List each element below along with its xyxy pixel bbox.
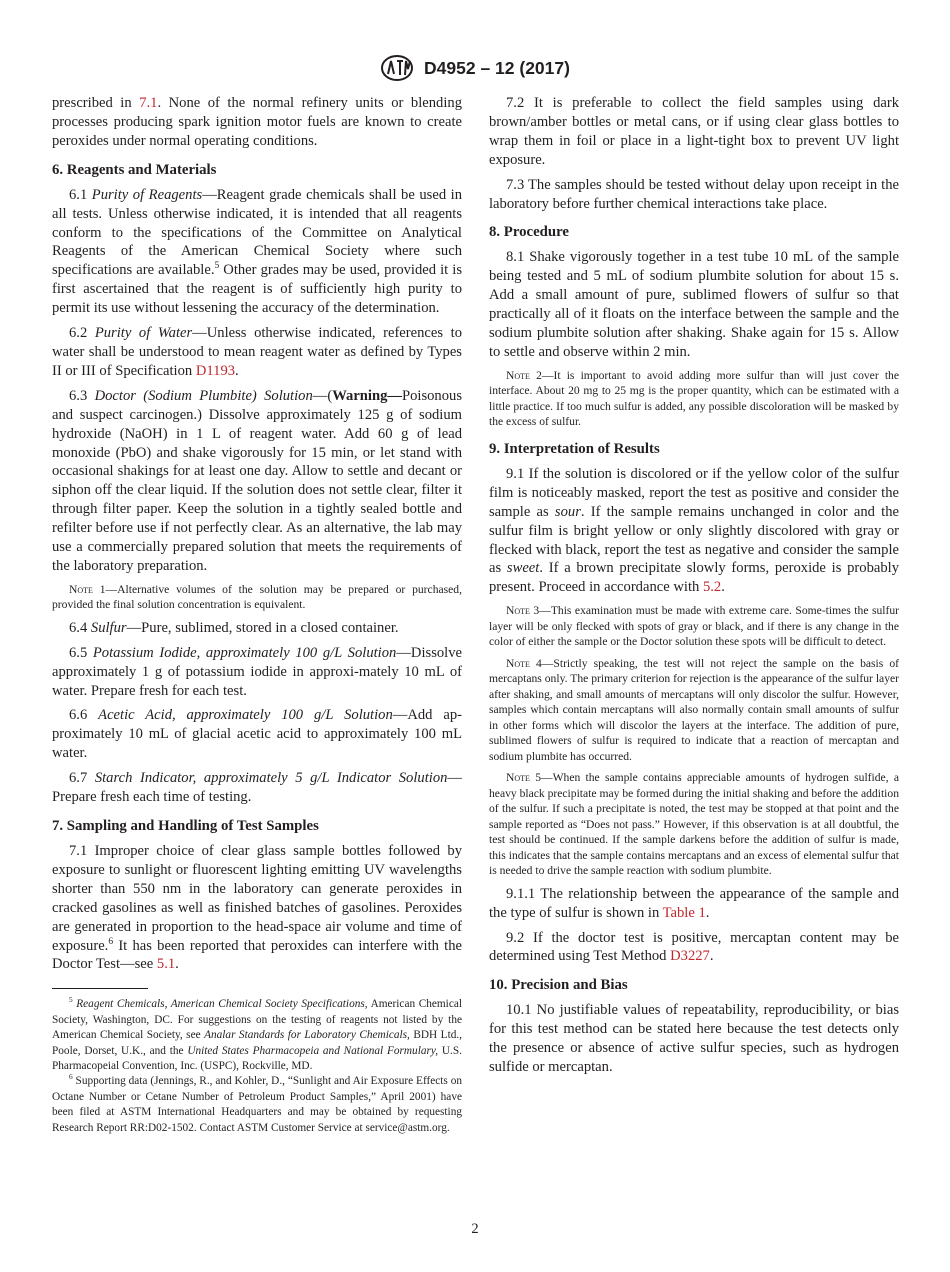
text-run: sweet (506, 560, 540, 577)
text-run: 6.3 (69, 387, 95, 404)
astm-logo-icon (380, 54, 414, 82)
paragraph (52, 324, 462, 381)
text-run: . If the sample remains unchanged in color and the sulfur film is bright yellow or only slightly discolored with gray or flecked with black, report the test as negative and consider the sample as (489, 503, 899, 577)
text-run: 7.1 Improper choice of clear glass sample bottles followed by exposure to sunlight or fluorescent lighting emitting UV wavelengths shorter than 550 nm in the laboratory can generate peroxides in cracked gasolines as well as finished batches of gasolines. Peroxides are generated in proportion to the head-space air volume and time of exposure. (52, 843, 462, 954)
text-run: 7. Sampling and Handling of Test Samples (52, 818, 319, 834)
text-run: —Dissolve approximately 1 g of potassium iodide in approxi-mately 10 mL of water. Prepare fresh for each test. (52, 644, 462, 699)
section-heading (489, 440, 899, 459)
text-run: 8.1 Shake vigorously together in a test tube 10 mL of the sample being tested and 5 mL of sodium plumbite solution for about 15 s. Add a small amount of pure, sublimed flowers of sulfur so that practically all of it floats on the interface between the sample and the sodium plumbite solution after shaking. Shake again for 15 s. Allow to settle and observe within 2 min. (489, 249, 899, 360)
cross-reference-link[interactable]: Table 1 (662, 904, 706, 921)
footnote-marker: 6 (69, 1072, 73, 1082)
text-run: Note (506, 368, 530, 382)
text-run: Note (69, 582, 93, 596)
text-run: Other grades may be used, provided it is first ascertained that the reagent is of sufficiently high purity to permit its use without lessening the accuracy of the determination. (52, 262, 462, 317)
text-run: Note (506, 656, 530, 670)
text-run: 9. Interpretation of Results (489, 440, 660, 457)
note (52, 582, 462, 613)
right-column (489, 94, 899, 1083)
text-run: 9.1.1 The relationship between the appearance of the sample and the type of sulfur is shown in (489, 885, 899, 921)
text-run: Purity of Water (94, 325, 193, 342)
text-run: —Prepare fresh each time of testing. (52, 770, 463, 806)
text-run: 3—This examination must be made with extreme care. Some-times the sulfur layer will be only flecked with spots of gray or black, and if there is any change in the color of either the sample or the Doctor solution these spots will be difficult to detect. (489, 604, 899, 649)
cross-reference-link[interactable]: 5.1 (156, 956, 176, 973)
text-run: 5—When the sample contains appreciable amounts of hydrogen sulfide, a heavy black precipitate may be formed during the initial shaking and before the addition of the sulfur. If such a precipitate is noted, the test may be stopped at that point and the sample reported as “Does not pass.” However, if this observation is at all doubtful, the test should be continued. If the sample darkens before the addition of sulfur is made, this indicates that the sample contains mercaptans and an excess of elemental sulfur that is needed to drive the sample reaction with sodium plumbite. (489, 771, 899, 878)
paragraph (52, 387, 462, 576)
text-run: 8. Procedure (489, 224, 569, 241)
text-run: . If a brown precipitate slowly forms, peroxide is probably present. Proceed in accordance with (489, 560, 899, 596)
text-run: prescribed in (52, 95, 140, 111)
paragraph (52, 186, 462, 318)
section-heading (52, 161, 462, 180)
text-run: It has been reported that peroxides can interfere with the Doctor Test—see (52, 937, 462, 973)
text-run: 6.7 (69, 770, 95, 787)
text-run: . (235, 362, 239, 379)
section-heading (52, 817, 462, 836)
text-run: 2—It is important to avoid adding more sulfur than will just cover the interface. About 20 mg to 25 mg is the proper quantity, which can be estimated with a little practice. If too much sulfur is added, any possible discoloration will be masked by the excess of sulfur. (489, 368, 899, 429)
page-header (0, 54, 950, 82)
cross-reference-link[interactable]: 5.2 (702, 579, 722, 596)
text-run: U.S. Pharmacopeial Convention, Inc. (USPC), Rockville, MD. (52, 1044, 462, 1072)
text-run: 7.3 The samples should be tested without delay upon receipt in the laboratory before further chemical interactions take place. (489, 176, 899, 212)
text-run: —Add ap-proximately 10 mL of glacial acetic acid to approximately 100 mL water. (52, 707, 463, 762)
footnote (52, 1074, 462, 1136)
paragraph (489, 929, 899, 967)
footnote-marker: 6 (108, 936, 114, 947)
paragraph (52, 769, 462, 807)
section-heading (489, 976, 899, 995)
text-run: Reagent Chemicals, American Chemical Society Specifications, (76, 998, 368, 1011)
paragraph (489, 1001, 899, 1077)
paragraph (489, 885, 899, 923)
text-run: . None of the normal refinery units or blending processes producing spark ignition motor fuels are known to create peroxides under normal operating conditions. (52, 95, 462, 149)
text-run: sour (554, 503, 581, 520)
text-run: Potassium Iodide, approximately 100 g/L Solution (92, 644, 397, 661)
footnote (52, 997, 462, 1074)
text-run: Poisonous and suspect carcinogen.) Dissolve approximately 125 g of sodium hydroxide (NaOH) in 1 L of reagent water. Add 60 g of lead monoxide (PbO) and shake vigorously for 15 min, or let stand with occasional shakings for at least one day. Allow to settle and decant or siphon off the clear liquid. If the solution does not settle clear, filter it through filter paper. Keep the solution in a tightly sealed bottle and refilter before use if not perfectly clear. As an alternative, the lab may use a commercially prepared solution that meets the requirements of the laboratory preparation. (52, 387, 462, 574)
text-run: 4—Strictly speaking, the test will not reject the sample on the basis of mercaptans only. The primary criterion for rejection is the appearance of the sulfur layer after shaking, and small amounts of mercaptans will only discolor the sulfur. However, samples which contain mercaptans will also normally contain small amounts of sulfur in other forms which will discolor the layers at the interface. The addition of pure, sublimed flowers of sulfur is required to indicate that a reaction of mercaptan and sodium plumbite has occurred. (489, 656, 899, 763)
paragraph (489, 248, 899, 361)
text-run: Purity of Reagents (91, 186, 203, 203)
text-run: 9.2 If the doctor test is positive, mercaptan content may be determined using Test Method (489, 929, 899, 965)
text-run: —Reagent grade chemicals shall be used in all tests. Unless otherwise indicated, it is intended that all reagents conform to the specifications of the Committee on Analytical Reagents of the American Chemical Society where such specifications are available. (52, 186, 463, 279)
paragraph (52, 706, 462, 763)
text-run: 1—Alternative volumes of the solution may be prepared or purchased, provided the final solution concentration is equivalent. (52, 582, 462, 612)
text-run: 6. Reagents and Materials (52, 161, 217, 178)
text-run: 10.1 No justifiable values of repeatability, reproducibility, or bias for this test method can be stated here because the test detects only the presence or absence of active sulfur species, such as hydrogen sulfide or mercaptan. (489, 1002, 899, 1076)
text-run: Acetic Acid, approximately 100 g/L Solution (98, 707, 393, 724)
text-run: American Chemical Society, Washington, DC. For suggestions on the testing of reagents not listed by the American Chemical Society, see (52, 998, 462, 1042)
text-run: 6.5 (69, 644, 93, 661)
note (489, 368, 899, 430)
text-run: 6.2 (69, 325, 95, 342)
text-run: Sulfur (90, 619, 127, 636)
left-column (52, 94, 462, 1136)
text-run: 6.6 (69, 707, 99, 724)
text-run: Note (506, 771, 530, 785)
paragraph (52, 644, 462, 701)
text-run: —Unless otherwise indicated, references to water shall be understood to mean reagent water as defined by Types II or III of Specification (52, 325, 462, 379)
footnote-marker: 5 (214, 261, 220, 272)
note (489, 603, 899, 650)
paragraph (52, 619, 462, 638)
paragraph (489, 176, 899, 214)
text-run: 6.4 (69, 619, 91, 636)
paragraph (52, 94, 462, 151)
page-number: 2 (471, 1221, 479, 1237)
text-run: BDH Ltd., Poole, Dorset, U.K., and the (52, 1029, 463, 1057)
text-run: Starch Indicator, approximately 5 g/L Indicator Solution (94, 770, 448, 787)
paragraph (489, 94, 899, 170)
note (489, 770, 899, 879)
text-run: 6.1 (69, 186, 92, 203)
text-run: Warning— (332, 387, 402, 404)
text-run: —Pure, sublimed, stored in a closed container. (126, 619, 399, 636)
footnote-marker: 5 (69, 995, 73, 1005)
note (489, 656, 899, 765)
text-run: Analar Standards for Laboratory Chemicals, (204, 1029, 410, 1042)
text-run: Doctor (Sodium Plumbite) Solution (94, 387, 313, 404)
cross-reference-link[interactable]: D1193 (195, 362, 236, 379)
footnote-divider (52, 988, 148, 989)
text-run: Supporting data (Jennings, R., and Kohler, D., “Sunlight and Air Exposure Effects on Octane Number or Cetane Number of Petroleum Product Samples,” April 2001) have been filed at ASTM International Headquarters and may be obtained by requesting Research Report RR:D02-1502. Contact ASTM Customer Service at service@astm.org. (52, 1075, 462, 1134)
cross-reference-link[interactable]: D3227 (670, 948, 710, 965)
text-run: . (175, 956, 179, 973)
text-run: . (705, 904, 710, 921)
text-run: . (721, 579, 725, 596)
text-run: —( (312, 387, 333, 404)
paragraph (489, 465, 899, 597)
text-run: United States Pharmacopeia and National Formulary, (187, 1044, 439, 1057)
document-designation: D4952 – 12 (2017) (424, 57, 570, 78)
text-run: 10. Precision and Bias (489, 977, 628, 994)
text-run: Note (506, 604, 530, 618)
section-heading (489, 223, 899, 242)
cross-reference-link[interactable]: 7.1 (139, 95, 158, 111)
text-run: 7.2 It is preferable to collect the field samples using dark brown/amber bottles or metal cans, or if using clear glass bottles to wrap them in foil or place in a light-tight box to prevent UV light exposure. (489, 95, 899, 168)
paragraph (52, 842, 462, 974)
text-run: . (709, 948, 714, 965)
text-run: 9.1 If the solution is discolored or if the yellow color of the sulfur film is noticeably masked, report the test as positive and consider the sample as (489, 465, 899, 520)
